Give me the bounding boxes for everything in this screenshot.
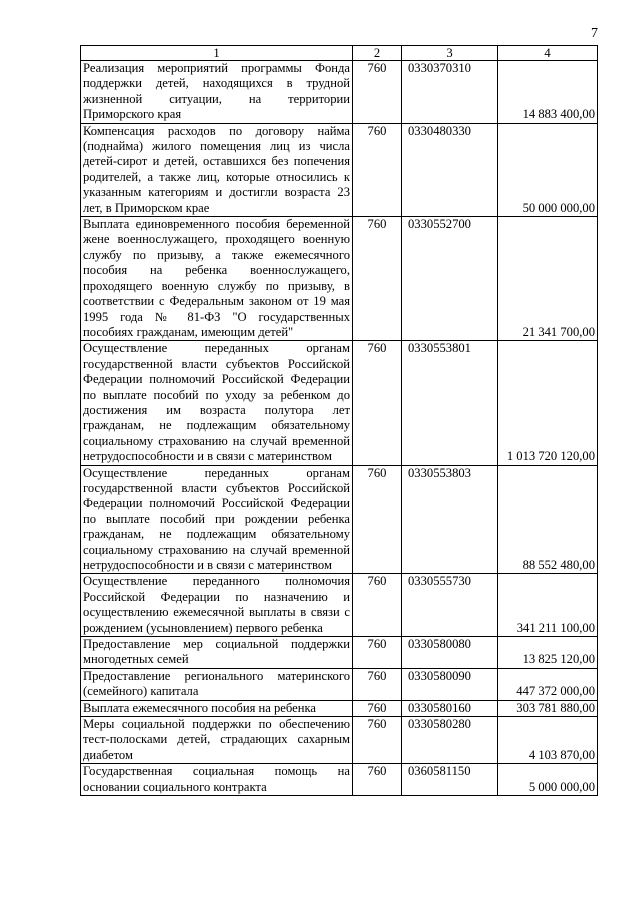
row-amount: 1 013 720 120,00 <box>498 341 598 465</box>
row-amount: 341 211 100,00 <box>498 574 598 637</box>
table-row <box>81 700 598 716</box>
row-code: 0330553801 <box>402 341 498 465</box>
row-name: Выплата единовременного пособия беременной жене военнослужащего, проходящего военную службу по призыву, а также ежемесячного пособия на ребенка военнослужащего, проходящего военную службу по призыву, в соответствии с Федеральным законом от 19 мая 1995 года № 81-ФЗ "О государственных пособиях гражданам, имеющим детей" <box>81 217 353 341</box>
table-row <box>81 465 598 574</box>
header-col-1: 1 <box>81 46 353 61</box>
row-code: 0330553803 <box>402 465 498 574</box>
row-amount: 4 103 870,00 <box>498 717 598 764</box>
table-row <box>81 637 598 669</box>
header-col-3: 3 <box>402 46 498 61</box>
row-name: Меры социальной поддержки по обеспечению тест-полосками детей, страдающих сахарным диабетом <box>81 717 353 764</box>
row-code: 0330480330 <box>402 123 498 216</box>
table-row <box>81 717 598 764</box>
row-amount: 13 825 120,00 <box>498 637 598 669</box>
table-row <box>81 61 598 124</box>
row-name: Реализация мероприятий программы Фонда поддержки детей, находящихся в трудной жизненной ситуации, на территории Приморского края <box>81 61 353 124</box>
row-ministry: 760 <box>353 717 402 764</box>
row-ministry: 760 <box>353 574 402 637</box>
table-row <box>81 341 598 465</box>
row-code: 0360581150 <box>402 764 498 796</box>
row-ministry: 760 <box>353 465 402 574</box>
row-amount: 50 000 000,00 <box>498 123 598 216</box>
row-amount: 447 372 000,00 <box>498 668 598 700</box>
row-amount: 303 781 880,00 <box>498 700 598 716</box>
table-row <box>81 668 598 700</box>
row-ministry: 760 <box>353 764 402 796</box>
row-name: Компенсация расходов по договору найма (поднайма) жилого помещения лиц из числа детей-сирот и детей, оставшихся без попечения родителей, а также лиц, которые относились к указанным категориям и достигли возраста 23 лет, в Приморском крае <box>81 123 353 216</box>
header-col-4: 4 <box>498 46 598 61</box>
row-name: Осуществление переданных органам государственной власти субъектов Российской Федерации полномочий Российской Федерации по выплате пособий по уходу за ребенком до достижения им возраста полутора лет гражданам, не подлежащим обязательному социальному страхованию на случай временной нетрудоспособности и в связи с материнством <box>81 341 353 465</box>
row-ministry: 760 <box>353 700 402 716</box>
row-ministry: 760 <box>353 61 402 124</box>
row-ministry: 760 <box>353 341 402 465</box>
table-row <box>81 123 598 216</box>
row-ministry: 760 <box>353 217 402 341</box>
row-name: Государственная социальная помощь на основании социального контракта <box>81 764 353 796</box>
row-code: 0330552700 <box>402 217 498 341</box>
budget-table <box>80 45 598 796</box>
table-row <box>81 217 598 341</box>
row-code: 0330555730 <box>402 574 498 637</box>
row-amount: 88 552 480,00 <box>498 465 598 574</box>
table-row <box>81 574 598 637</box>
table-row <box>81 764 598 796</box>
row-name: Выплата ежемесячного пособия на ребенка <box>81 700 353 716</box>
row-name: Осуществление переданных органам государственной власти субъектов Российской Федерации полномочий Российской Федерации по выплате пособий при рождении ребенка гражданам, не подлежащим обязательному социальному страхованию на случай временной нетрудоспособности и в связи с материнством <box>81 465 353 574</box>
row-ministry: 760 <box>353 668 402 700</box>
header-col-2: 2 <box>353 46 402 61</box>
table-header-row <box>81 46 598 61</box>
row-name: Осуществление переданного полномочия Российской Федерации по назначению и осуществлению ежемесячной выплаты в связи с рождением (усыновлением) первого ребенка <box>81 574 353 637</box>
row-code: 0330580090 <box>402 668 498 700</box>
row-ministry: 760 <box>353 637 402 669</box>
row-code: 0330580280 <box>402 717 498 764</box>
row-code: 0330580160 <box>402 700 498 716</box>
row-name: Предоставление регионального материнского (семейного) капитала <box>81 668 353 700</box>
row-amount: 14 883 400,00 <box>498 61 598 124</box>
row-ministry: 760 <box>353 123 402 216</box>
row-name: Предоставление мер социальной поддержки многодетных семей <box>81 637 353 669</box>
row-amount: 5 000 000,00 <box>498 764 598 796</box>
page-number: 7 <box>591 26 598 41</box>
row-code: 0330370310 <box>402 61 498 124</box>
row-code: 0330580080 <box>402 637 498 669</box>
row-amount: 21 341 700,00 <box>498 217 598 341</box>
